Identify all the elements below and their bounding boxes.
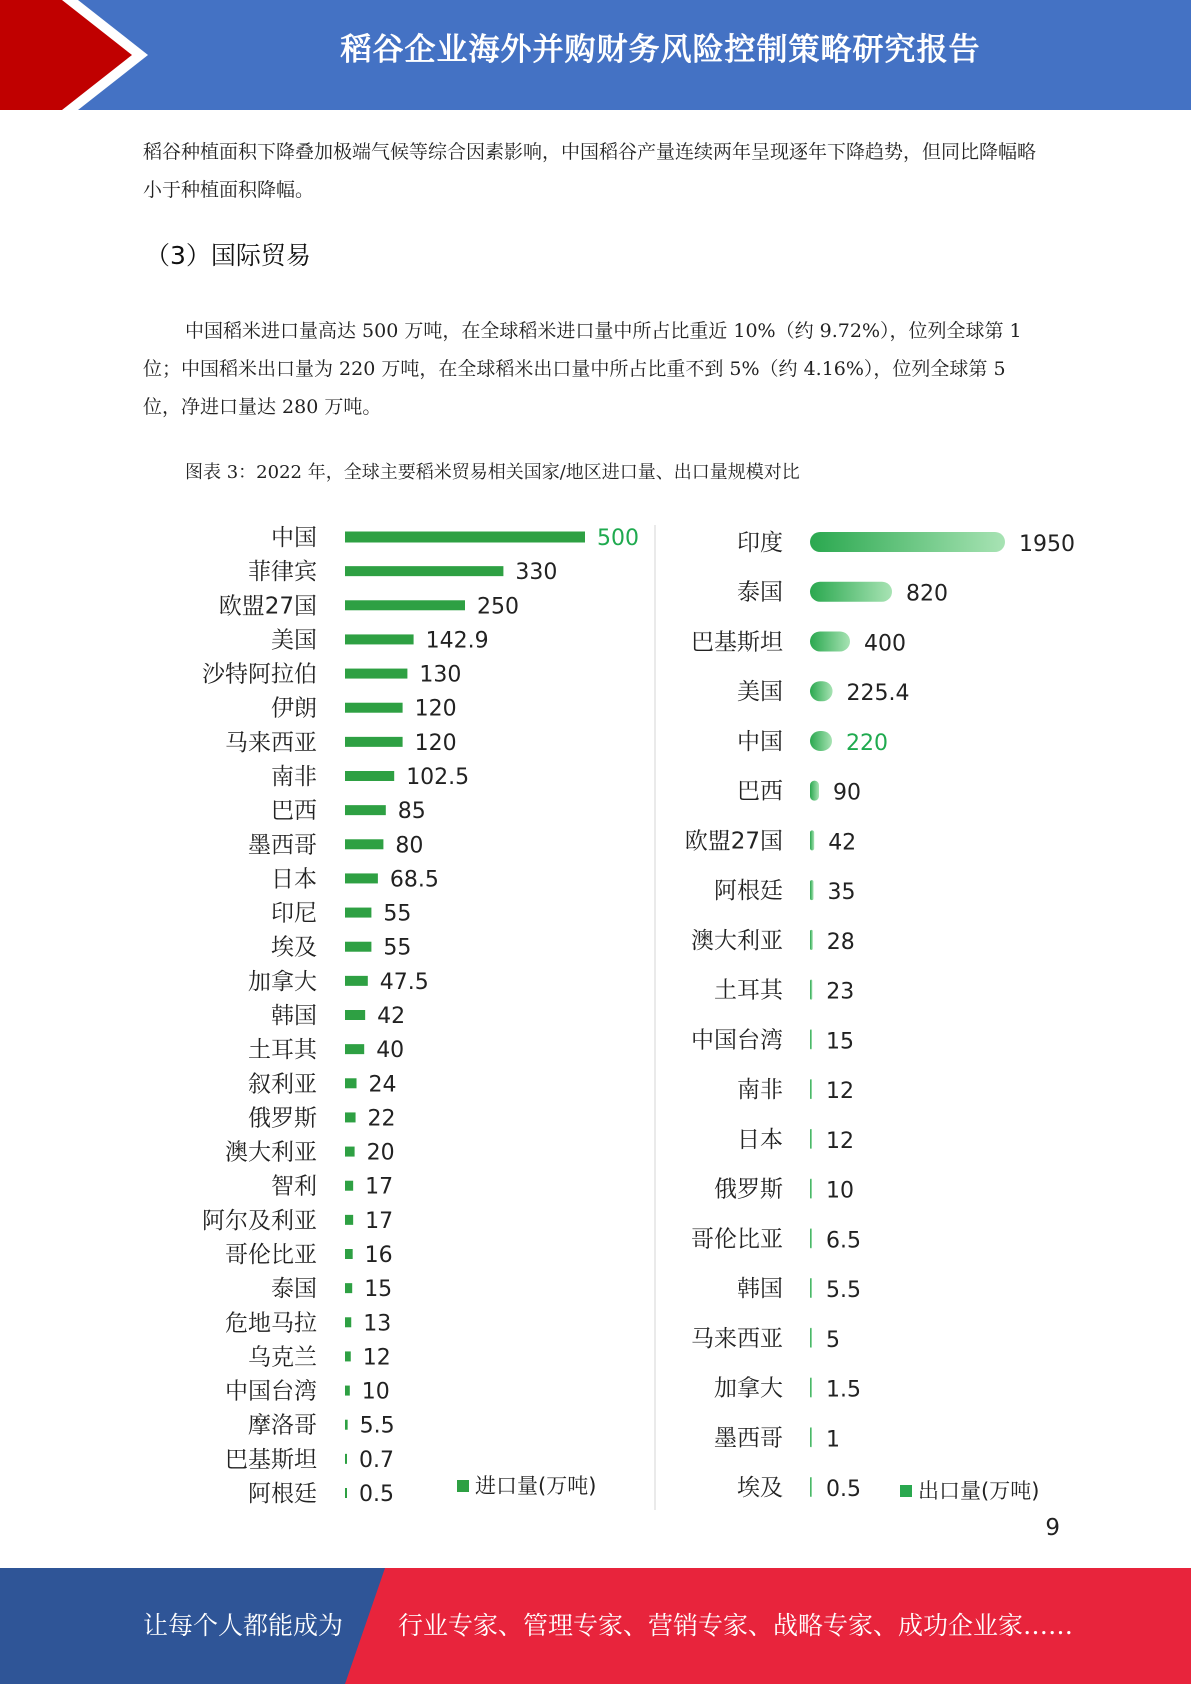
import-value-label: 17 <box>365 1208 394 1234</box>
import-bar <box>345 1010 365 1020</box>
section-heading: （3）国际贸易 <box>145 241 311 270</box>
export-category-label: 美国 <box>737 679 783 706</box>
export-value-label: 5 <box>826 1327 840 1353</box>
import-value-label: 130 <box>419 662 462 688</box>
export-value-label: 5.5 <box>826 1278 861 1304</box>
export-category-label: 中国 <box>737 728 783 755</box>
import-bar <box>345 805 386 815</box>
import-category-label: 智利 <box>271 1173 317 1200</box>
export-bar <box>810 1427 812 1447</box>
import-value-label: 0.5 <box>359 1482 394 1507</box>
import-value-label: 20 <box>366 1140 395 1166</box>
export-legend-swatch <box>900 1485 912 1497</box>
import-bar <box>345 669 407 679</box>
import-value-label: 16 <box>364 1243 393 1268</box>
import-value-label: 0.7 <box>359 1447 394 1473</box>
export-value-label: 23 <box>826 979 855 1005</box>
export-panel <box>685 530 1075 1503</box>
export-category-label: 墨西哥 <box>714 1425 783 1452</box>
export-value-label: 28 <box>826 929 855 955</box>
export-value-label: 0.5 <box>826 1477 861 1502</box>
import-value-label: 120 <box>414 696 457 722</box>
import-value-label: 80 <box>395 833 424 859</box>
import-value-label: 40 <box>376 1038 405 1064</box>
export-category-label: 巴西 <box>737 778 783 805</box>
import-category-label: 韩国 <box>271 1003 317 1029</box>
import-panel <box>202 525 639 1507</box>
export-category-label: 澳大利亚 <box>691 927 783 954</box>
import-category-label: 巴基斯坦 <box>225 1446 317 1473</box>
import-bar <box>345 873 378 883</box>
import-value-label: 55 <box>383 901 412 927</box>
import-bar <box>345 976 368 986</box>
import-value-label: 120 <box>414 730 457 756</box>
import-category-label: 土耳其 <box>248 1037 317 1064</box>
export-category-label: 欧盟27国 <box>684 828 783 855</box>
import-bar <box>345 942 371 952</box>
import-category-label: 乌克兰 <box>248 1344 317 1371</box>
import-category-label: 巴西 <box>271 798 317 825</box>
import-category-label: 欧盟27国 <box>218 593 317 620</box>
export-category-label: 埃及 <box>737 1475 783 1501</box>
export-value-label: 225.4 <box>846 681 910 707</box>
import-bar <box>345 1317 351 1327</box>
export-bar <box>810 980 812 1000</box>
paragraph-trade: 中国稻米进口量高达 500 万吨，在全球稻米进口量中所占比重近 10%（约 9.72%），位列全球第 1 位；中国稻米出口量为 220 万吨，在全球稻米出口量中所占比重不到 5%（约 4.16%），位列全球第 5 位，净进口量达 280 万吨。 <box>143 320 1022 418</box>
import-category-label: 美国 <box>271 627 317 654</box>
import-value-label: 500 <box>597 526 639 551</box>
import-category-label: 摩洛哥 <box>248 1412 317 1439</box>
export-category-label: 土耳其 <box>714 977 783 1004</box>
report-title: 稻谷企业海外并购财务风险控制策略研究报告 <box>340 32 981 68</box>
export-bar <box>810 1378 812 1398</box>
import-category-label: 南非 <box>271 764 317 790</box>
import-category-label: 印尼 <box>271 900 317 927</box>
export-value-label: 1950 <box>1019 532 1075 557</box>
import-bar <box>345 1044 364 1054</box>
import-bar <box>345 1488 347 1498</box>
import-value-label: 10 <box>361 1379 390 1405</box>
export-category-label: 加拿大 <box>714 1375 783 1402</box>
export-value-label: 12 <box>826 1079 854 1105</box>
import-bar <box>345 1420 348 1430</box>
import-bar <box>345 839 383 849</box>
import-value-label: 250 <box>477 594 519 620</box>
page-footer <box>0 1568 1191 1684</box>
import-value-label: 68.5 <box>389 867 439 893</box>
export-category-label: 泰国 <box>737 579 783 606</box>
page-number: 9 <box>1045 1515 1060 1541</box>
export-value-label: 12 <box>826 1128 854 1154</box>
import-value-label: 102.5 <box>406 765 470 790</box>
export-bar <box>810 830 814 850</box>
export-category-label: 巴基斯坦 <box>691 629 783 656</box>
export-bar <box>810 1228 812 1248</box>
export-bar <box>810 631 850 651</box>
import-bar <box>345 532 585 543</box>
export-category-label: 南非 <box>737 1077 783 1104</box>
export-value-label: 1.5 <box>826 1377 861 1403</box>
import-value-label: 5.5 <box>359 1413 395 1439</box>
export-bar <box>810 1129 812 1149</box>
import-category-label: 马来西亚 <box>225 729 317 756</box>
export-bar <box>810 681 833 701</box>
import-bar <box>345 1249 353 1259</box>
import-value-label: 22 <box>367 1106 396 1132</box>
export-category-label: 印度 <box>737 530 783 556</box>
import-value-label: 42 <box>377 1004 406 1029</box>
import-category-label: 埃及 <box>271 934 317 961</box>
export-category-label: 马来西亚 <box>691 1325 783 1352</box>
paragraph-production: 稻谷种植面积下降叠加极端气候等综合因素影响，中国稻谷产量连续两年呈现逐年下降趋势，但同比降幅略小于种植面积降幅。 <box>143 141 1037 201</box>
import-bar <box>345 1283 352 1293</box>
export-bar <box>810 880 814 900</box>
import-category-label: 危地马拉 <box>225 1310 317 1337</box>
import-category-label: 墨西哥 <box>248 832 317 859</box>
export-bar <box>810 532 1005 552</box>
export-bar <box>810 1029 812 1049</box>
import-category-label: 哥伦比亚 <box>225 1242 317 1268</box>
export-value-label: 42 <box>828 830 857 856</box>
import-bar <box>345 600 465 610</box>
export-bar <box>810 731 832 751</box>
import-value-label: 12 <box>362 1345 391 1371</box>
export-bar <box>810 1328 812 1348</box>
import-category-label: 俄罗斯 <box>248 1105 317 1132</box>
import-value-label: 47.5 <box>379 969 429 995</box>
import-category-label: 泰国 <box>271 1276 317 1303</box>
import-bar <box>345 703 403 713</box>
import-value-label: 17 <box>365 1174 394 1200</box>
import-value-label: 55 <box>383 935 412 961</box>
page-header <box>0 0 1191 110</box>
footer-slogan-left: 让每个人都能成为 <box>143 1611 344 1640</box>
export-category-label: 阿根廷 <box>714 878 783 905</box>
export-bar <box>810 1179 812 1199</box>
export-value-label: 1 <box>826 1427 840 1453</box>
import-category-label: 阿尔及利亚 <box>202 1207 317 1234</box>
export-bar <box>810 1278 812 1298</box>
export-value-label: 90 <box>833 780 861 806</box>
import-category-label: 澳大利亚 <box>225 1139 317 1166</box>
figure-caption: 图表 3：2022 年，全球主要稻米贸易相关国家/地区进口量、出口量规模对比 <box>185 462 800 483</box>
export-bar <box>810 582 892 602</box>
import-value-label: 24 <box>368 1072 397 1098</box>
import-value-label: 330 <box>515 560 558 586</box>
import-legend-label: 进口量(万吨) <box>475 1474 597 1498</box>
import-value-label: 85 <box>397 799 426 825</box>
export-category-label: 韩国 <box>737 1276 783 1303</box>
export-value-label: 35 <box>827 880 856 906</box>
import-category-label: 伊朗 <box>271 695 317 722</box>
import-bar <box>345 1454 347 1464</box>
import-bar <box>345 1386 350 1396</box>
import-bar <box>345 1181 353 1191</box>
import-category-label: 中国 <box>271 525 317 551</box>
import-category-label: 叙利亚 <box>248 1071 317 1098</box>
export-category-label: 中国台湾 <box>691 1027 783 1054</box>
import-bar <box>345 1078 357 1088</box>
footer-slogan-right: 行业专家、管理专家、营销专家、战略专家、成功企业家…… <box>398 1611 1074 1640</box>
import-bar <box>345 908 371 918</box>
import-legend-swatch <box>457 1480 469 1492</box>
import-category-label: 菲律宾 <box>248 559 317 586</box>
export-bar <box>810 781 819 801</box>
import-category-label: 加拿大 <box>248 968 317 995</box>
export-value-label: 820 <box>906 581 948 607</box>
import-bar <box>345 771 394 781</box>
import-bar <box>345 1351 351 1361</box>
import-category-label: 阿根廷 <box>248 1481 317 1507</box>
export-bar <box>810 1477 812 1497</box>
import-category-label: 沙特阿拉伯 <box>202 661 317 688</box>
export-value-label: 6.5 <box>826 1228 861 1254</box>
import-category-label: 日本 <box>271 866 317 893</box>
export-category-label: 哥伦比亚 <box>691 1226 783 1253</box>
export-category-label: 俄罗斯 <box>714 1176 783 1203</box>
import-category-label: 中国台湾 <box>225 1378 317 1405</box>
import-bar <box>345 1112 356 1122</box>
import-bar <box>345 1147 355 1157</box>
import-bar <box>345 634 414 644</box>
export-value-label: 220 <box>846 730 888 756</box>
export-legend-label: 出口量(万吨) <box>918 1479 1040 1503</box>
import-value-label: 142.9 <box>425 628 489 654</box>
export-value-label: 400 <box>864 631 906 657</box>
import-value-label: 13 <box>363 1311 392 1337</box>
header-arrow-decoration <box>0 0 160 110</box>
export-value-label: 15 <box>826 1029 854 1055</box>
import-bar <box>345 566 503 576</box>
export-category-label: 日本 <box>737 1126 783 1153</box>
export-bar <box>810 1079 812 1099</box>
rice-trade-chart <box>175 515 1095 1515</box>
import-bar <box>345 1215 353 1225</box>
export-bar <box>810 930 813 950</box>
import-value-label: 15 <box>364 1277 393 1303</box>
import-bar <box>345 737 403 747</box>
export-value-label: 10 <box>826 1178 854 1204</box>
